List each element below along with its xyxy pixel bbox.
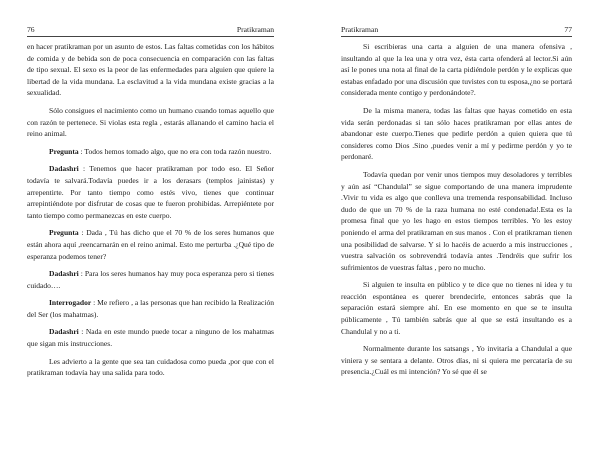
left-running-head: Pratikraman bbox=[236, 25, 274, 34]
right-page-body bbox=[341, 41, 572, 378]
right-running-head: Pratikraman bbox=[341, 25, 379, 34]
right-page-number: 77 bbox=[564, 25, 572, 34]
left-header-rule bbox=[27, 36, 274, 37]
left-page-header bbox=[27, 21, 274, 41]
speaker-label: Dadashri bbox=[49, 327, 79, 337]
dialogue-paragraph: Dadashri : Tenemos que hacer pratikraman por todo eso. El Señor todavía te salvará.Todavía puedes ir a los derasars (templos jainistas) y arrepentirte. Por tanto tiempo como estés vivo, tienes que continuar arrepintiéndote por disfrutar de cosas que te fueron prohibidas. Arrepiéntete por tanto tiempo como permanezcas en este cuerpo. bbox=[27, 164, 274, 220]
paragraph: Si escribieras una carta a alguien de una manera ofensiva , insultando al que la lea una y otra vez, ésta carta ofenderá al lector.Si aún así le pones una nota al final de la carta pidiéndole perdón y le explicas que estabas enfadado por una discusión que tuvistes con tu esposa,¿no se portará considerada mente contigo y perdonándote?. bbox=[341, 42, 572, 98]
speaker-label: Dadashri bbox=[49, 269, 79, 279]
left-page-body bbox=[27, 41, 274, 379]
left-page-number: 76 bbox=[27, 25, 35, 34]
speaker-label: Pregunta bbox=[49, 228, 79, 238]
dialogue-paragraph: Pregunta : Dada , Tú has dicho que el 70 % de los seres humanos que están ahora aquí ,reencarnarán en el reino animal. Esto me perturba .¿Qué tipo de esperanza podemos tener? bbox=[27, 228, 274, 261]
dialogue-paragraph: Dadashri : Nada en este mundo puede tocar a ninguno de los mahatmas que sigan mis instrucciones. bbox=[27, 327, 274, 349]
right-header-rule bbox=[341, 36, 572, 37]
paragraph: Todavía quedan por venir unos tiempos muy desoladores y terribles y aún así “Chandulal” se sigue comportando de una manera imprudente .Vivir tu vida es algo que conlleva una tremenda responsabilidad. Incluso dudo de que un 70 % de la raza humana no esté condenada!.Esta es la promesa final que yo les hago en estos tiempos terribles. Yo les estoy poniendo el arma del pratikraman en sus manos . Con el pratikraman tienen una posibilidad de salvarse. Y si lo hacéis de acuerdo a mis instrucciones , vuestra salvación os sobrevendrá todavía antes .Tendréis que sufrir los sufrimientos de vuestras faltas , pero no mucho. bbox=[341, 169, 572, 272]
dialogue-paragraph: Interrogador : Me refiero , a las personas que han recibido la Realización del Ser (los mahatmas). bbox=[27, 298, 274, 319]
speaker-label: Dadashri bbox=[49, 164, 79, 174]
paragraph: De la misma manera, todas las faltas que hayas cometido en esta vida serán perdonadas si tan sólo haces pratikraman por ellas antes de abandonar este cuerpo.Tienes que pedirle perdón a quien quiera que tú consideres como Dios .Sino ,puedes venir a mí y pedirme perdón y yo te perdonaré. bbox=[341, 105, 572, 162]
right-page-header bbox=[341, 21, 572, 41]
paragraph: Normalmente durante los satsangs , Yo invitaría a Chandulal a que viniera y se sentara a delante. Otros días, ni si quiera me percataría de su presencia.¿Cuál es mi intención? Yo sé que él se bbox=[341, 344, 572, 377]
paragraph: Les advierto a la gente que sea tan cuidadosa como pueda ,por que con el pratikraman todavía hay una salida para todo. bbox=[27, 356, 274, 378]
speaker-label: Pregunta bbox=[49, 146, 79, 156]
speaker-label: Interrogador bbox=[49, 298, 92, 308]
right-page bbox=[300, 0, 600, 463]
dialogue-paragraph: Pregunta : Todos hemos tomado algo, que no era con toda razón nuestro. bbox=[49, 146, 272, 156]
paragraph: en hacer pratikraman por un asunto de estos. Las faltas cometidas con los hábitos de comida y de bebida son de poca consecuencia en comparación con las faltas de tipo sexual. El sexo es la peor de las enfermedades para alguien que quiere la libertad de la vida mundana. La esclavitud a la vida mundana existe gracias a la sexualidad. bbox=[27, 42, 274, 98]
paragraph: Sólo consigues el nacimiento como un humano cuando tomas aquello que con razón te pertenece. Si violas esta regla , estarás allanando el camino hacia el reino animal. bbox=[27, 105, 274, 139]
dialogue-paragraph: Dadashri : Para los seres humanos hay muy poca esperanza pero si tienes cuidado…. bbox=[27, 269, 274, 290]
paragraph: Si alguien te insulta en público y te dice que no tienes ni idea y tu reacción espontánea es querer brendecirle, entonces sabrás que la separación estará siempre ahí. En ese momento en que se te insulta públicamente , Tú también sabrás que al que se está insultando es a Chandulal y no a ti. bbox=[341, 280, 572, 336]
